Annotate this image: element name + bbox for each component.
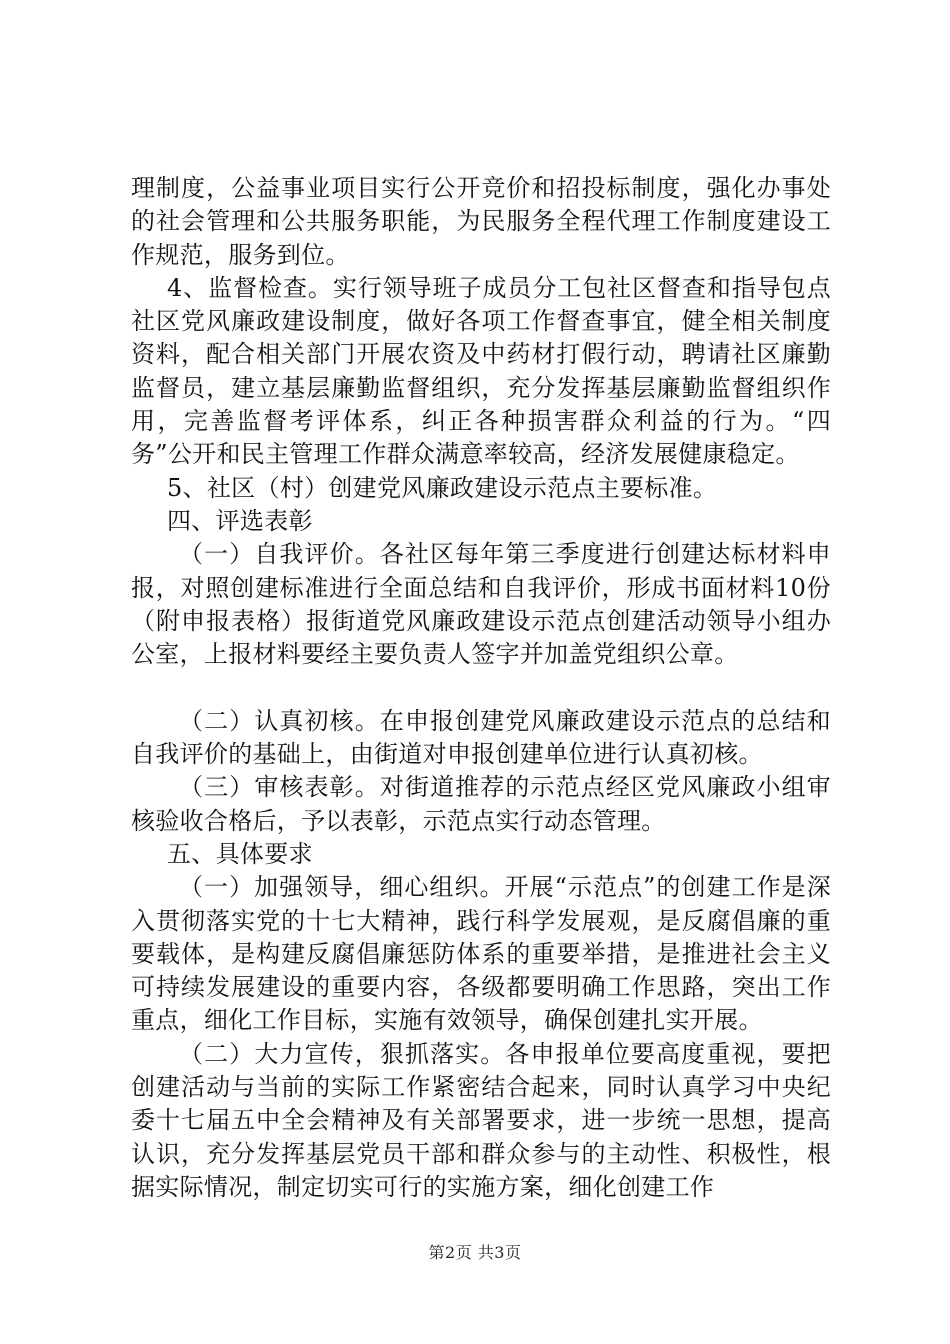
paragraph-publicity: （二）大力宣传，狠抓落实。各申报单位要高度重视，要把创建活动与当前的实际工作紧密结合起来，同时认真学习中央纪委十七届五中全会精神及有关部署要求，进一步统一思想，提高认识，充分发挥基层党员干部和群众参与的主动性、积极性，根据实际情况，制定切实可行的实施方案，细化创建工作 [131,1039,831,1201]
paragraph-supervision: 4、监督检查。实行领导班子成员分工包社区督查和指导包点社区党风廉政建设制度，做好各项工作督查事宜，健全相关制度资料，配合相关部门开展农资及中药材打假行动，聘请社区廉勤监督员，建立基层廉勤监督组织，充分发挥基层廉勤监督组织作用，完善监督考评体系，纠正各种损害群众利益的行为。“四务”公开和民主管理工作群众满意率较高，经济发展健康稳定。 [131,273,831,469]
paragraph-standard: 5、社区（村）创建党风廉政建设示范点主要标准。 [167,473,718,502]
blank-line [131,671,831,704]
paragraph-continuation: 理制度，公益事业项目实行公开竞价和招投标制度，强化办事处的社会管理和公共服务职能，为民服务全程代理工作制度建设工作规范，服务到位。 [131,174,831,269]
paragraph-audit-commendation: （三）审核表彰。对街道推荐的示范点经区党风廉政小组审核验收合格后，予以表彰，示范点实行动态管理。 [131,773,831,835]
paragraph-initial-review: （二）认真初核。在申报创建党风廉政建设示范点的总结和自我评价的基础上，由街道对申报创建单位进行认真初核。 [131,706,831,769]
page-number-footer: 第2页 共3页 [428,1243,522,1262]
section-heading-requirements: 五、具体要求 [167,839,313,868]
paragraph-self-evaluation: （一）自我评价。各社区每年第三季度进行创建达标材料申报，对照创建标准进行全面总结和自我评价，形成书面材料10份（附申报表格）报街道党风廉政建设示范点创建活动领导小组办公室，上报材料要经主要负责人签字并加盖党组织公章。 [131,540,831,669]
paragraph-leadership: （一）加强领导，细心组织。开展“示范点”的创建工作是深入贯彻落实党的十七大精神，践行科学发展观，是反腐倡廉的重要载体，是构建反腐倡廉惩防体系的重要举措，是推进社会主义可持续发展建设的重要内容，各级都要明确工作思路，突出工作重点，细化工作目标，实施有效领导，确保创建扎实开展。 [131,873,831,1035]
document-body [131,172,831,1204]
section-heading-commendation: 四、评选表彰 [167,506,313,535]
